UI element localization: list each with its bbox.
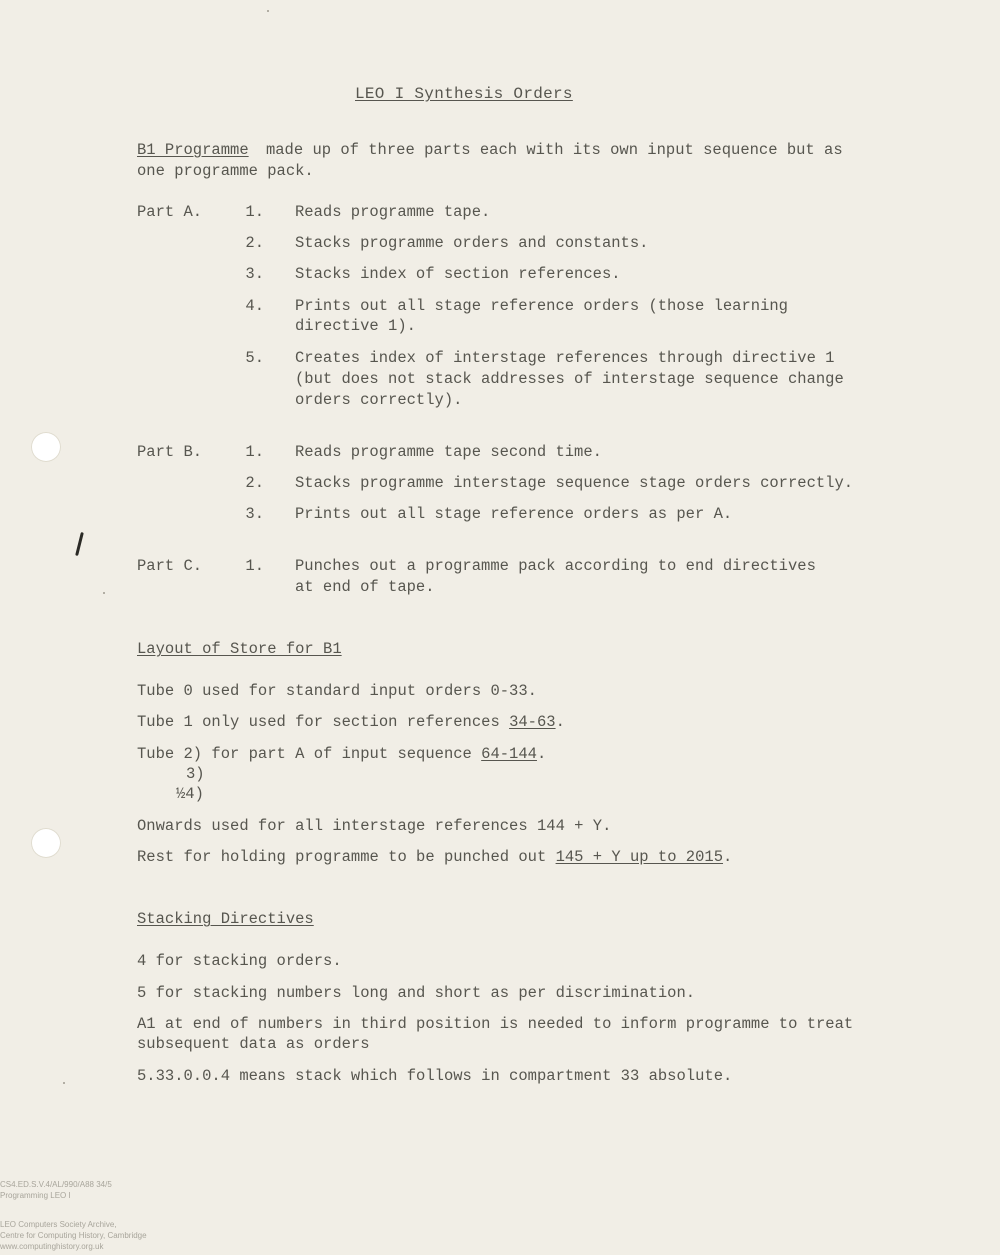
layout-line-7-text: Rest for holding programme to be punched out <box>137 848 556 866</box>
layout-line-7 <box>137 847 732 868</box>
part-b-label: Part B. <box>137 443 203 461</box>
part-a-item-1: Reads programme tape. <box>295 203 491 221</box>
part-b-item-3: Prints out all stage reference orders as per A. <box>295 505 733 523</box>
layout-line-2-end: . <box>555 713 565 731</box>
part-b-item-1: Reads programme tape second time. <box>295 443 602 461</box>
part-a-item-4-num: 4. <box>245 297 264 315</box>
part-a-item-3: Stacks index of section references. <box>295 265 621 283</box>
layout-line-2 <box>137 712 565 733</box>
part-a-item-5-num: 5. <box>245 349 264 367</box>
pen-mark <box>75 532 84 556</box>
stacking-heading: Stacking Directives <box>137 910 314 928</box>
part-a-item-5-line-3: orders correctly). <box>295 391 463 409</box>
footer-sub: Programming LEO I <box>0 1191 71 1200</box>
layout-heading: Layout of Store for B1 <box>137 640 342 658</box>
layout-line-5: ½4) <box>176 785 204 803</box>
layout-line-2-text: Tube 1 only used for section references <box>137 713 510 731</box>
part-b-item-3-num: 3. <box>245 505 264 523</box>
part-a-item-4-line-2: directive 1). <box>295 317 416 335</box>
layout-line-3-end: . <box>536 745 547 763</box>
part-a-item-2: Stacks programme orders and constants. <box>295 234 649 252</box>
layout-line-1: Tube 0 used for standard input orders 0-33. <box>137 682 537 700</box>
footer-ref: CS4.ED.S.V.4/AL/990/A88 34/5 <box>0 1180 112 1189</box>
part-a-item-5-line-2: (but does not stack addresses of interstage sequence change <box>295 370 844 388</box>
stacking-line-3: A1 at end of numbers in third position is needed to inform programme to treat <box>137 1015 854 1033</box>
speck <box>267 10 269 12</box>
punch-hole-lower <box>31 828 61 858</box>
layout-line-3-range: 64-144 <box>481 745 537 763</box>
part-c-item-1-line-2: at end of tape. <box>295 578 435 596</box>
part-c-label: Part C. <box>137 557 203 575</box>
speck <box>63 1082 65 1084</box>
layout-line-4: 3) <box>186 765 205 783</box>
document-title: LEO I Synthesis Orders <box>355 85 573 103</box>
part-a-item-5-line-1: Creates index of interstage references through directive 1 <box>295 349 835 367</box>
layout-line-3 <box>137 744 546 765</box>
part-c-item-1-line-1: Punches out a programme pack according to end directives <box>295 557 816 575</box>
intro-line-2: one programme pack. <box>137 162 314 180</box>
stacking-line-1: 4 for stacking orders. <box>137 952 342 970</box>
part-a-item-1-num: 1. <box>245 203 264 221</box>
intro-text: made up of three parts each with its own input sequence but as <box>265 141 843 159</box>
footer-url: www.computinghistory.org.uk <box>0 1242 104 1251</box>
punch-hole-upper <box>31 432 61 462</box>
layout-line-3-text: Tube 2) for part A of input sequence <box>137 745 482 763</box>
layout-line-7-end: . <box>723 848 733 866</box>
stacking-line-5: 5.33.0.0.4 means stack which follows in compartment 33 absolute. <box>137 1067 733 1085</box>
part-a-item-2-num: 2. <box>245 234 264 252</box>
part-a-item-4-line-1: Prints out all stage reference orders (those learning <box>295 297 788 315</box>
speck <box>103 592 105 594</box>
layout-line-6: Onwards used for all interstage references 144 + Y. <box>137 817 612 835</box>
intro-line-1 <box>137 140 843 161</box>
layout-line-2-range: 34-63 <box>509 713 556 731</box>
part-b-item-1-num: 1. <box>245 443 264 461</box>
footer-archive-2: Centre for Computing History, Cambridge <box>0 1231 147 1240</box>
stacking-line-4: subsequent data as orders <box>137 1035 370 1053</box>
part-b-item-2-num: 2. <box>245 474 264 492</box>
part-a-label: Part A. <box>137 203 203 221</box>
part-b-item-2: Stacks programme interstage sequence stage orders correctly. <box>295 474 854 492</box>
footer-archive-1: LEO Computers Society Archive, <box>0 1220 117 1229</box>
stacking-line-2: 5 for stacking numbers long and short as per discrimination. <box>137 984 696 1002</box>
intro-heading: B1 Programme <box>137 141 249 159</box>
layout-line-7-range: 145 + Y up to 2015 <box>555 848 724 866</box>
part-c-item-1-num: 1. <box>245 557 264 575</box>
part-a-item-3-num: 3. <box>245 265 264 283</box>
